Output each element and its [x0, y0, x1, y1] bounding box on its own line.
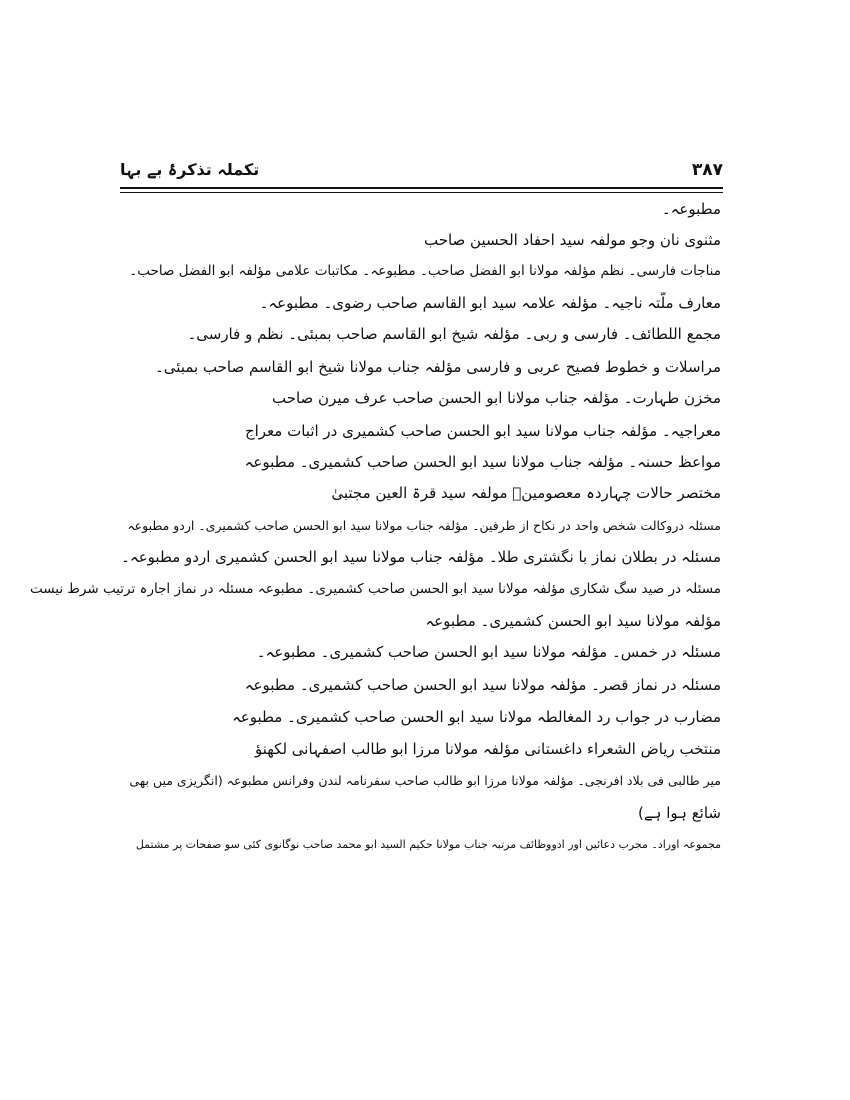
- entry-line: مسئلہ در بطلان نماز با نگشتری طلا۔ مؤلفہ جناب مولانا سید ابو الحسن کشمیری اردو مطبوعہ۔: [121, 548, 721, 566]
- entry-line: منتخب ریاض الشعراء داغستانی مؤلفہ مولانا مرزا ابو طالب اصفہانی لکھنؤ: [254, 740, 721, 758]
- entry-line: شائع ہوا ہے): [638, 804, 721, 822]
- header-rule-thin: [120, 192, 723, 193]
- page-number: ۳۸۷: [691, 160, 723, 180]
- entry-line: مسئلہ در خمس۔ مؤلفہ مولانا سید ابو الحسن صاحب کشمیری۔ مطبوعہ۔: [256, 643, 721, 661]
- entry-line: مراسلات و خطوط فصیح عربی و فارسی مؤلفہ جناب مولانا شیخ ابو القاسم صاحب بمبئی۔: [154, 358, 721, 376]
- entry-line: مثنوی نان وجو مولفہ سید احفاد الحسین صاحب: [423, 231, 721, 249]
- entry-line: مواعظ حسنہ۔ مؤلفہ جناب مولانا سید ابو الحسن صاحب کشمیری۔ مطبوعہ: [244, 453, 721, 471]
- entry-line: میر طالبی فی بلاد افرنجی۔ مؤلفہ مولانا مرزا ابو طالب صاحب سفرنامہ لندن وفرانس مطبوعہ (انگریزی میں بھی: [129, 773, 721, 788]
- entry-line: معراجیہ۔ مؤلفہ جناب مولانا سید ابو الحسن صاحب کشمیری در اثبات معراج: [244, 422, 721, 440]
- entry-line: مسئلہ در صید سگ شکاری مؤلفہ مولانا سید ابو الحسن صاحب کشمیری۔ مطبوعہ مسئلہ در نماز اجارہ ترتیب شرط نیست: [30, 581, 721, 597]
- header-rule-thick: [120, 187, 723, 189]
- entry-line: مؤلفہ مولانا سید ابو الحسن کشمیری۔ مطبوعہ: [425, 612, 721, 630]
- entry-line: مسئلہ در نماز قصر۔ مؤلفہ مولانا سید ابو الحسن صاحب کشمیری۔ مطبوعہ: [244, 676, 721, 694]
- entry-line: مناجات فارسی۔ نظم مؤلفہ مولانا ابو الفضل صاحب۔ مطبوعہ۔ مکاتبات علامی مؤلفہ ابو الفضل صاحب۔: [129, 263, 721, 279]
- entry-line: مضارب در جواب رد المغالطہ مولانا سید ابو الحسن صاحب کشمیری۔ مطبوعہ: [231, 708, 721, 726]
- entry-line: مسئلہ دروکالت شخص واحد در نکاح از طرفین۔ مؤلفہ جناب مولانا سید ابو الحسن صاحب کشمیری۔ اردو مطبوعہ: [127, 518, 721, 533]
- page-header: [120, 160, 723, 184]
- entry-line: مجمع اللطائف۔ فارسی و ربی۔ مؤلفہ شیخ ابو القاسم صاحب بمبئی۔ نظم و فارسی۔: [187, 325, 721, 343]
- running-title: تکملہ تذکرۂ بے بہا: [120, 160, 260, 179]
- entry-line: مخزن طہارت۔ مؤلفہ جناب مولانا ابو الحسن صاحب عرف میرن صاحب: [271, 389, 721, 407]
- entry-line: مجموعہ اوراد۔ مجرب دعائیں اور ادووظائف مرتبہ جناب مولانا حکیم السید ابو محمد صاحب نوگانوی کئی سو صفحات پر مشتمل: [135, 838, 721, 851]
- entry-line: معارف ملّتہ ناجیہ۔ مؤلفہ علامہ سید ابو القاسم صاحب رضوی۔ مطبوعہ۔: [259, 294, 721, 312]
- entry-line: مطبوعہ۔: [661, 200, 721, 218]
- entry-line: مختصر حالات چہاردہ معصومینؑ مولفہ سید قرۃ العین مجتبیٰ: [331, 484, 721, 502]
